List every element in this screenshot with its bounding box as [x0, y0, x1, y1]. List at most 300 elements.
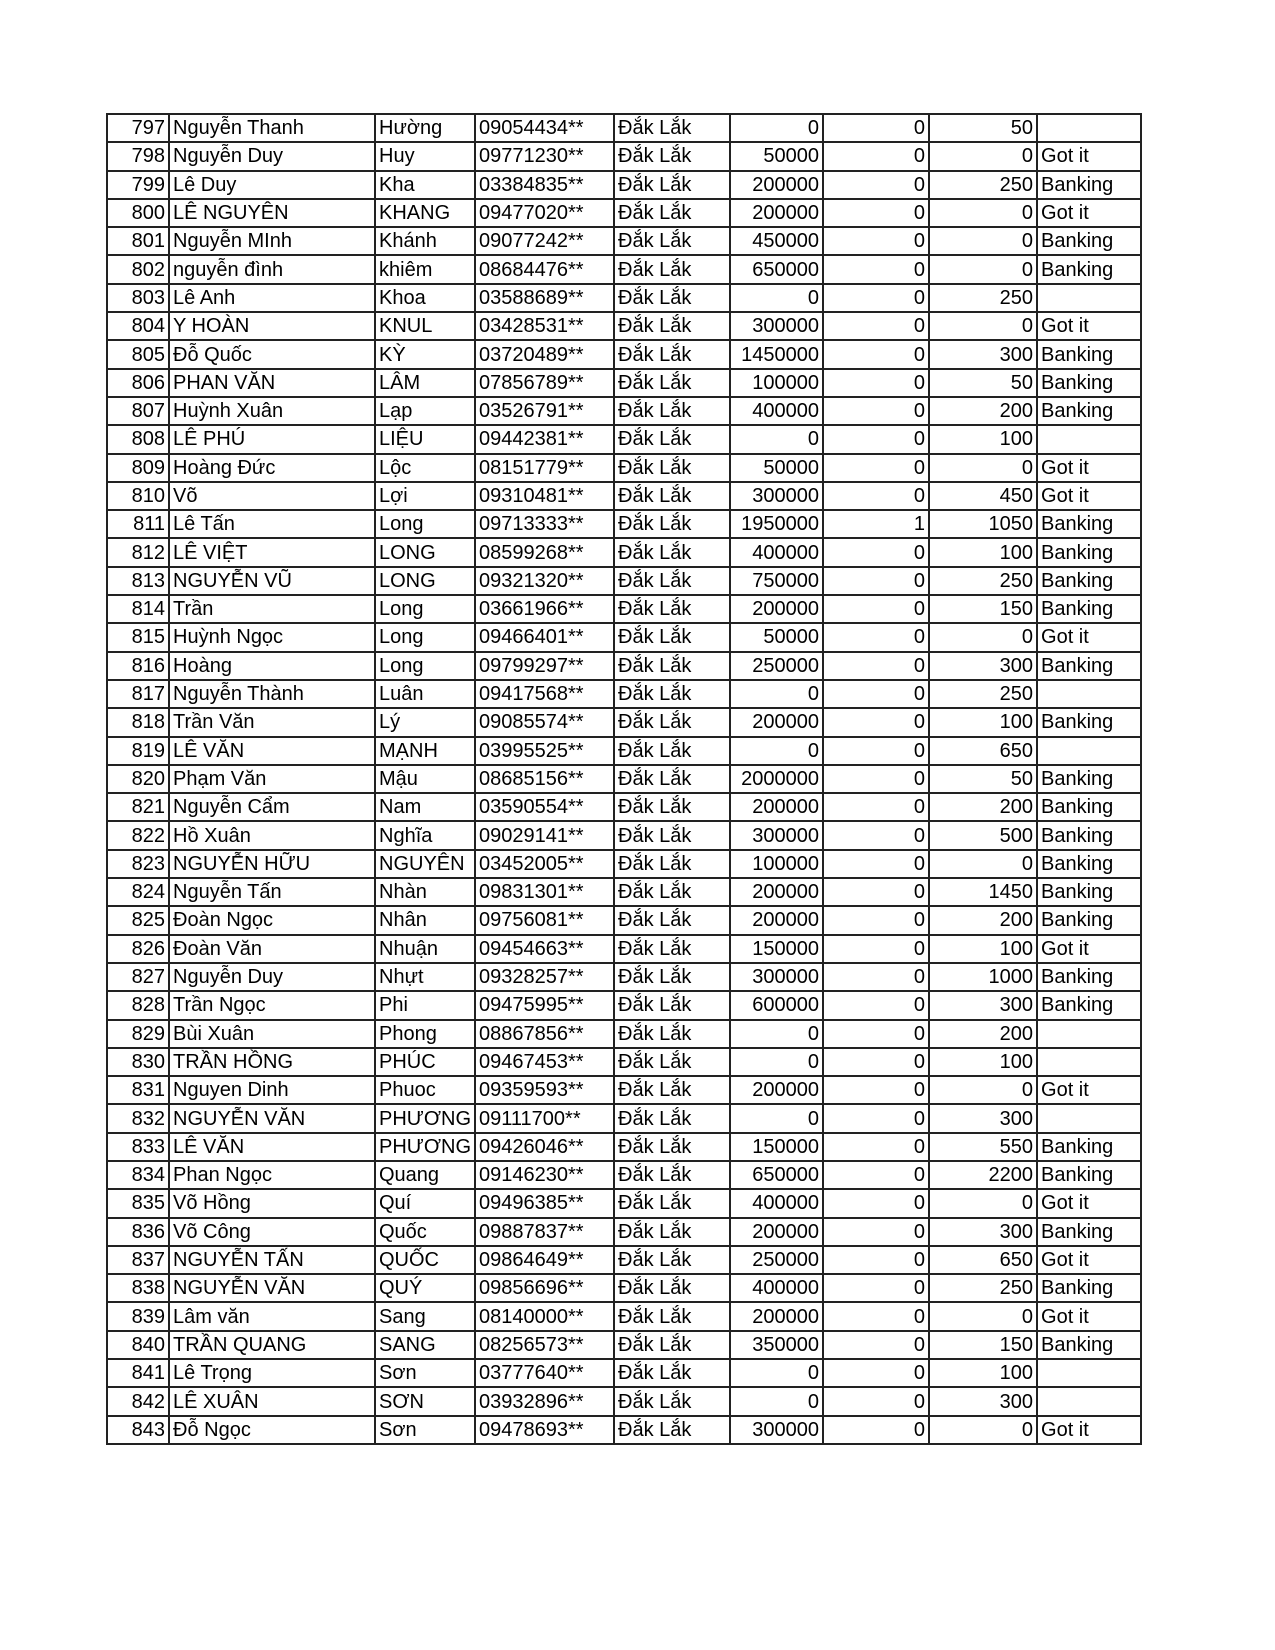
count-cell: 0 [823, 906, 929, 934]
phone-cell: 07856789** [475, 369, 614, 397]
first-name-cell: LÂM [375, 369, 475, 397]
table-row [107, 397, 1141, 425]
amount-cell: 200000 [730, 199, 823, 227]
count-cell: 0 [823, 1133, 929, 1161]
province-cell: Đắk Lắk [614, 114, 730, 142]
count-cell: 0 [823, 963, 929, 991]
row-number-cell: 842 [107, 1387, 169, 1415]
first-name-cell: Quốc [375, 1218, 475, 1246]
province-cell: Đắk Lắk [614, 765, 730, 793]
first-name-cell: LIỆU [375, 425, 475, 453]
phone-cell: 09864649** [475, 1246, 614, 1274]
points-cell: 0 [929, 1416, 1037, 1444]
amount-cell: 200000 [730, 1076, 823, 1104]
last-name-cell: Nguyen Dinh [169, 1076, 375, 1104]
payment-method-cell: Got it [1037, 142, 1141, 170]
first-name-cell: Long [375, 623, 475, 651]
last-name-cell: Phạm Văn [169, 765, 375, 793]
row-number-cell: 801 [107, 227, 169, 255]
row-number-cell: 798 [107, 142, 169, 170]
count-cell: 0 [823, 623, 929, 651]
last-name-cell: Nguyễn Thành [169, 680, 375, 708]
points-cell: 50 [929, 114, 1037, 142]
amount-cell: 1950000 [730, 510, 823, 538]
points-cell: 100 [929, 708, 1037, 736]
table-row [107, 878, 1141, 906]
points-cell: 0 [929, 142, 1037, 170]
table-row [107, 1133, 1141, 1161]
province-cell: Đắk Lắk [614, 623, 730, 651]
payment-method-cell: Banking [1037, 255, 1141, 283]
first-name-cell: PHƯƠNG [375, 1133, 475, 1161]
amount-cell: 50000 [730, 623, 823, 651]
amount-cell: 100000 [730, 369, 823, 397]
last-name-cell: NGUYỄN VĂN [169, 1104, 375, 1132]
last-name-cell: NGUYỄN VĂN [169, 1274, 375, 1302]
count-cell: 0 [823, 114, 929, 142]
amount-cell: 50000 [730, 454, 823, 482]
table-row [107, 171, 1141, 199]
points-cell: 150 [929, 595, 1037, 623]
row-number-cell: 812 [107, 538, 169, 566]
row-number-cell: 843 [107, 1416, 169, 1444]
first-name-cell: Lợi [375, 482, 475, 510]
amount-cell: 400000 [730, 397, 823, 425]
amount-cell: 200000 [730, 171, 823, 199]
last-name-cell: Lê Tấn [169, 510, 375, 538]
count-cell: 0 [823, 142, 929, 170]
points-cell: 300 [929, 991, 1037, 1019]
points-cell: 300 [929, 652, 1037, 680]
table-row [107, 708, 1141, 736]
payment-method-cell: Got it [1037, 935, 1141, 963]
province-cell: Đắk Lắk [614, 482, 730, 510]
points-cell: 1000 [929, 963, 1037, 991]
payment-method-cell: Got it [1037, 1189, 1141, 1217]
points-cell: 500 [929, 821, 1037, 849]
count-cell: 0 [823, 1189, 929, 1217]
row-number-cell: 821 [107, 793, 169, 821]
payment-method-cell: Banking [1037, 708, 1141, 736]
points-cell: 0 [929, 1302, 1037, 1330]
first-name-cell: Phuoc [375, 1076, 475, 1104]
table-row [107, 1189, 1141, 1217]
row-number-cell: 820 [107, 765, 169, 793]
phone-cell: 09756081** [475, 906, 614, 934]
province-cell: Đắk Lắk [614, 1331, 730, 1359]
amount-cell: 0 [730, 1048, 823, 1076]
points-cell: 100 [929, 1048, 1037, 1076]
phone-cell: 09856696** [475, 1274, 614, 1302]
amount-cell: 650000 [730, 1161, 823, 1189]
phone-cell: 08140000** [475, 1302, 614, 1330]
first-name-cell: Khánh [375, 227, 475, 255]
payment-method-cell [1037, 737, 1141, 765]
last-name-cell: Trần Ngọc [169, 991, 375, 1019]
province-cell: Đắk Lắk [614, 878, 730, 906]
first-name-cell: khiêm [375, 255, 475, 283]
phone-cell: 03720489** [475, 340, 614, 368]
phone-cell: 08599268** [475, 538, 614, 566]
row-number-cell: 828 [107, 991, 169, 1019]
row-number-cell: 805 [107, 340, 169, 368]
last-name-cell: Võ Công [169, 1218, 375, 1246]
last-name-cell: NGUYỄN HỮU [169, 850, 375, 878]
first-name-cell: MẠNH [375, 737, 475, 765]
province-cell: Đắk Lắk [614, 255, 730, 283]
row-number-cell: 829 [107, 1020, 169, 1048]
last-name-cell: Đoàn Ngọc [169, 906, 375, 934]
first-name-cell: Phi [375, 991, 475, 1019]
row-number-cell: 827 [107, 963, 169, 991]
payment-method-cell: Banking [1037, 850, 1141, 878]
row-number-cell: 800 [107, 199, 169, 227]
row-number-cell: 816 [107, 652, 169, 680]
phone-cell: 03777640** [475, 1359, 614, 1387]
phone-cell: 09454663** [475, 935, 614, 963]
payment-method-cell [1037, 1359, 1141, 1387]
count-cell: 1 [823, 510, 929, 538]
first-name-cell: LONG [375, 567, 475, 595]
table-row [107, 538, 1141, 566]
province-cell: Đắk Lắk [614, 1218, 730, 1246]
payment-method-cell: Banking [1037, 821, 1141, 849]
payment-method-cell: Banking [1037, 1133, 1141, 1161]
table-row [107, 114, 1141, 142]
amount-cell: 200000 [730, 906, 823, 934]
last-name-cell: NGUYỄN TẤN [169, 1246, 375, 1274]
row-number-cell: 818 [107, 708, 169, 736]
phone-cell: 09478693** [475, 1416, 614, 1444]
table-row [107, 652, 1141, 680]
row-number-cell: 839 [107, 1302, 169, 1330]
row-number-cell: 817 [107, 680, 169, 708]
province-cell: Đắk Lắk [614, 1359, 730, 1387]
table-row [107, 1331, 1141, 1359]
amount-cell: 300000 [730, 482, 823, 510]
phone-cell: 08256573** [475, 1331, 614, 1359]
amount-cell: 400000 [730, 1189, 823, 1217]
points-cell: 100 [929, 538, 1037, 566]
table-row [107, 284, 1141, 312]
province-cell: Đắk Lắk [614, 850, 730, 878]
count-cell: 0 [823, 1161, 929, 1189]
points-cell: 0 [929, 1076, 1037, 1104]
row-number-cell: 822 [107, 821, 169, 849]
first-name-cell: SANG [375, 1331, 475, 1359]
first-name-cell: Lạp [375, 397, 475, 425]
table-row [107, 906, 1141, 934]
first-name-cell: Nghĩa [375, 821, 475, 849]
last-name-cell: Trần Văn [169, 708, 375, 736]
table-row [107, 142, 1141, 170]
table-row [107, 595, 1141, 623]
amount-cell: 300000 [730, 1416, 823, 1444]
count-cell: 0 [823, 1076, 929, 1104]
first-name-cell: Nam [375, 793, 475, 821]
payment-method-cell [1037, 680, 1141, 708]
points-cell: 0 [929, 199, 1037, 227]
row-number-cell: 840 [107, 1331, 169, 1359]
last-name-cell: LÊ NGUYÊN [169, 199, 375, 227]
last-name-cell: Nguyễn Duy [169, 142, 375, 170]
province-cell: Đắk Lắk [614, 935, 730, 963]
points-cell: 2200 [929, 1161, 1037, 1189]
amount-cell: 300000 [730, 963, 823, 991]
payment-method-cell: Got it [1037, 482, 1141, 510]
phone-cell: 09310481** [475, 482, 614, 510]
first-name-cell: Lộc [375, 454, 475, 482]
row-number-cell: 813 [107, 567, 169, 595]
amount-cell: 200000 [730, 708, 823, 736]
province-cell: Đắk Lắk [614, 284, 730, 312]
amount-cell: 650000 [730, 255, 823, 283]
payment-method-cell: Banking [1037, 991, 1141, 1019]
count-cell: 0 [823, 284, 929, 312]
table-row [107, 1359, 1141, 1387]
table-row [107, 1416, 1141, 1444]
amount-cell: 750000 [730, 567, 823, 595]
payment-method-cell: Banking [1037, 227, 1141, 255]
phone-cell: 09417568** [475, 680, 614, 708]
first-name-cell: Lý [375, 708, 475, 736]
table-row [107, 935, 1141, 963]
first-name-cell: Mậu [375, 765, 475, 793]
amount-cell: 0 [730, 1387, 823, 1415]
row-number-cell: 819 [107, 737, 169, 765]
amount-cell: 0 [730, 1020, 823, 1048]
count-cell: 0 [823, 1218, 929, 1246]
province-cell: Đắk Lắk [614, 227, 730, 255]
first-name-cell: Nhàn [375, 878, 475, 906]
phone-cell: 09111700** [475, 1104, 614, 1132]
table-row [107, 1076, 1141, 1104]
province-cell: Đắk Lắk [614, 991, 730, 1019]
province-cell: Đắk Lắk [614, 1104, 730, 1132]
table-row [107, 1104, 1141, 1132]
table-row [107, 1218, 1141, 1246]
table-row [107, 1302, 1141, 1330]
first-name-cell: Long [375, 652, 475, 680]
points-cell: 0 [929, 454, 1037, 482]
table-row [107, 1387, 1141, 1415]
amount-cell: 0 [730, 284, 823, 312]
first-name-cell: KỲ [375, 340, 475, 368]
amount-cell: 450000 [730, 227, 823, 255]
payment-method-cell [1037, 284, 1141, 312]
payment-method-cell: Banking [1037, 1274, 1141, 1302]
last-name-cell: PHAN VĂN [169, 369, 375, 397]
phone-cell: 08684476** [475, 255, 614, 283]
table-row [107, 567, 1141, 595]
points-cell: 100 [929, 935, 1037, 963]
last-name-cell: Đỗ Quốc [169, 340, 375, 368]
count-cell: 0 [823, 199, 929, 227]
points-cell: 450 [929, 482, 1037, 510]
points-cell: 650 [929, 1246, 1037, 1274]
last-name-cell: Nguyễn Duy [169, 963, 375, 991]
points-cell: 250 [929, 1274, 1037, 1302]
last-name-cell: Lê Duy [169, 171, 375, 199]
last-name-cell: TRẦN QUANG [169, 1331, 375, 1359]
table-row [107, 963, 1141, 991]
count-cell: 0 [823, 1020, 929, 1048]
phone-cell: 03428531** [475, 312, 614, 340]
row-number-cell: 802 [107, 255, 169, 283]
points-cell: 200 [929, 1020, 1037, 1048]
province-cell: Đắk Lắk [614, 171, 730, 199]
amount-cell: 400000 [730, 538, 823, 566]
phone-cell: 09054434** [475, 114, 614, 142]
province-cell: Đắk Lắk [614, 425, 730, 453]
phone-cell: 03452005** [475, 850, 614, 878]
row-number-cell: 824 [107, 878, 169, 906]
first-name-cell: Khoa [375, 284, 475, 312]
phone-cell: 09477020** [475, 199, 614, 227]
last-name-cell: Bùi Xuân [169, 1020, 375, 1048]
payment-method-cell [1037, 1048, 1141, 1076]
table-row [107, 454, 1141, 482]
province-cell: Đắk Lắk [614, 397, 730, 425]
count-cell: 0 [823, 737, 929, 765]
last-name-cell: Nguyễn Thanh [169, 114, 375, 142]
province-cell: Đắk Lắk [614, 199, 730, 227]
points-cell: 300 [929, 1104, 1037, 1132]
last-name-cell: NGUYỄN VŨ [169, 567, 375, 595]
last-name-cell: Lê Anh [169, 284, 375, 312]
payment-method-cell: Got it [1037, 1302, 1141, 1330]
phone-cell: 09328257** [475, 963, 614, 991]
count-cell: 0 [823, 793, 929, 821]
phone-cell: 09771230** [475, 142, 614, 170]
payment-method-cell [1037, 1104, 1141, 1132]
phone-cell: 03661966** [475, 595, 614, 623]
phone-cell: 09442381** [475, 425, 614, 453]
row-number-cell: 806 [107, 369, 169, 397]
row-number-cell: 838 [107, 1274, 169, 1302]
province-cell: Đắk Lắk [614, 454, 730, 482]
phone-cell: 09029141** [475, 821, 614, 849]
row-number-cell: 809 [107, 454, 169, 482]
phone-cell: 09085574** [475, 708, 614, 736]
count-cell: 0 [823, 567, 929, 595]
amount-cell: 200000 [730, 793, 823, 821]
payment-method-cell [1037, 425, 1141, 453]
count-cell: 0 [823, 171, 929, 199]
count-cell: 0 [823, 255, 929, 283]
count-cell: 0 [823, 1246, 929, 1274]
row-number-cell: 815 [107, 623, 169, 651]
count-cell: 0 [823, 652, 929, 680]
last-name-cell: LÊ VĂN [169, 737, 375, 765]
row-number-cell: 811 [107, 510, 169, 538]
table-row [107, 312, 1141, 340]
amount-cell: 0 [730, 114, 823, 142]
amount-cell: 250000 [730, 652, 823, 680]
amount-cell: 200000 [730, 1218, 823, 1246]
count-cell: 0 [823, 425, 929, 453]
last-name-cell: Trần [169, 595, 375, 623]
province-cell: Đắk Lắk [614, 1274, 730, 1302]
table-row [107, 821, 1141, 849]
amount-cell: 600000 [730, 991, 823, 1019]
table-row [107, 1274, 1141, 1302]
payment-method-cell: Banking [1037, 1331, 1141, 1359]
province-cell: Đắk Lắk [614, 1387, 730, 1415]
first-name-cell: Sang [375, 1302, 475, 1330]
table-row [107, 991, 1141, 1019]
last-name-cell: LÊ VĂN [169, 1133, 375, 1161]
province-cell: Đắk Lắk [614, 538, 730, 566]
table-row [107, 369, 1141, 397]
payment-method-cell: Banking [1037, 595, 1141, 623]
table-row [107, 1020, 1141, 1048]
row-number-cell: 834 [107, 1161, 169, 1189]
payment-method-cell: Banking [1037, 906, 1141, 934]
payment-method-cell: Banking [1037, 510, 1141, 538]
count-cell: 0 [823, 595, 929, 623]
table-row [107, 680, 1141, 708]
row-number-cell: 797 [107, 114, 169, 142]
table-row [107, 623, 1141, 651]
count-cell: 0 [823, 878, 929, 906]
payment-method-cell: Banking [1037, 538, 1141, 566]
phone-cell: 03384835** [475, 171, 614, 199]
points-cell: 0 [929, 312, 1037, 340]
phone-cell: 09713333** [475, 510, 614, 538]
table-row [107, 425, 1141, 453]
amount-cell: 200000 [730, 878, 823, 906]
first-name-cell: NGUYÊN [375, 850, 475, 878]
last-name-cell: Hoàng [169, 652, 375, 680]
amount-cell: 0 [730, 1359, 823, 1387]
count-cell: 0 [823, 397, 929, 425]
first-name-cell: Long [375, 510, 475, 538]
first-name-cell: Phong [375, 1020, 475, 1048]
points-cell: 300 [929, 340, 1037, 368]
count-cell: 0 [823, 369, 929, 397]
points-cell: 0 [929, 227, 1037, 255]
row-number-cell: 823 [107, 850, 169, 878]
points-cell: 0 [929, 850, 1037, 878]
first-name-cell: PHƯƠNG [375, 1104, 475, 1132]
payment-method-cell [1037, 1387, 1141, 1415]
province-cell: Đắk Lắk [614, 793, 730, 821]
table-row [107, 510, 1141, 538]
data-table [106, 113, 1142, 1445]
count-cell: 0 [823, 482, 929, 510]
table-row [107, 199, 1141, 227]
count-cell: 0 [823, 312, 929, 340]
table-row [107, 737, 1141, 765]
province-cell: Đắk Lắk [614, 680, 730, 708]
points-cell: 250 [929, 284, 1037, 312]
province-cell: Đắk Lắk [614, 708, 730, 736]
count-cell: 0 [823, 1048, 929, 1076]
first-name-cell: Long [375, 595, 475, 623]
row-number-cell: 803 [107, 284, 169, 312]
first-name-cell: Hường [375, 114, 475, 142]
phone-cell: 09467453** [475, 1048, 614, 1076]
points-cell: 250 [929, 567, 1037, 595]
phone-cell: 03526791** [475, 397, 614, 425]
first-name-cell: Nhuận [375, 935, 475, 963]
table-row [107, 850, 1141, 878]
points-cell: 100 [929, 425, 1037, 453]
first-name-cell: QUỐC [375, 1246, 475, 1274]
count-cell: 0 [823, 454, 929, 482]
payment-method-cell: Banking [1037, 567, 1141, 595]
